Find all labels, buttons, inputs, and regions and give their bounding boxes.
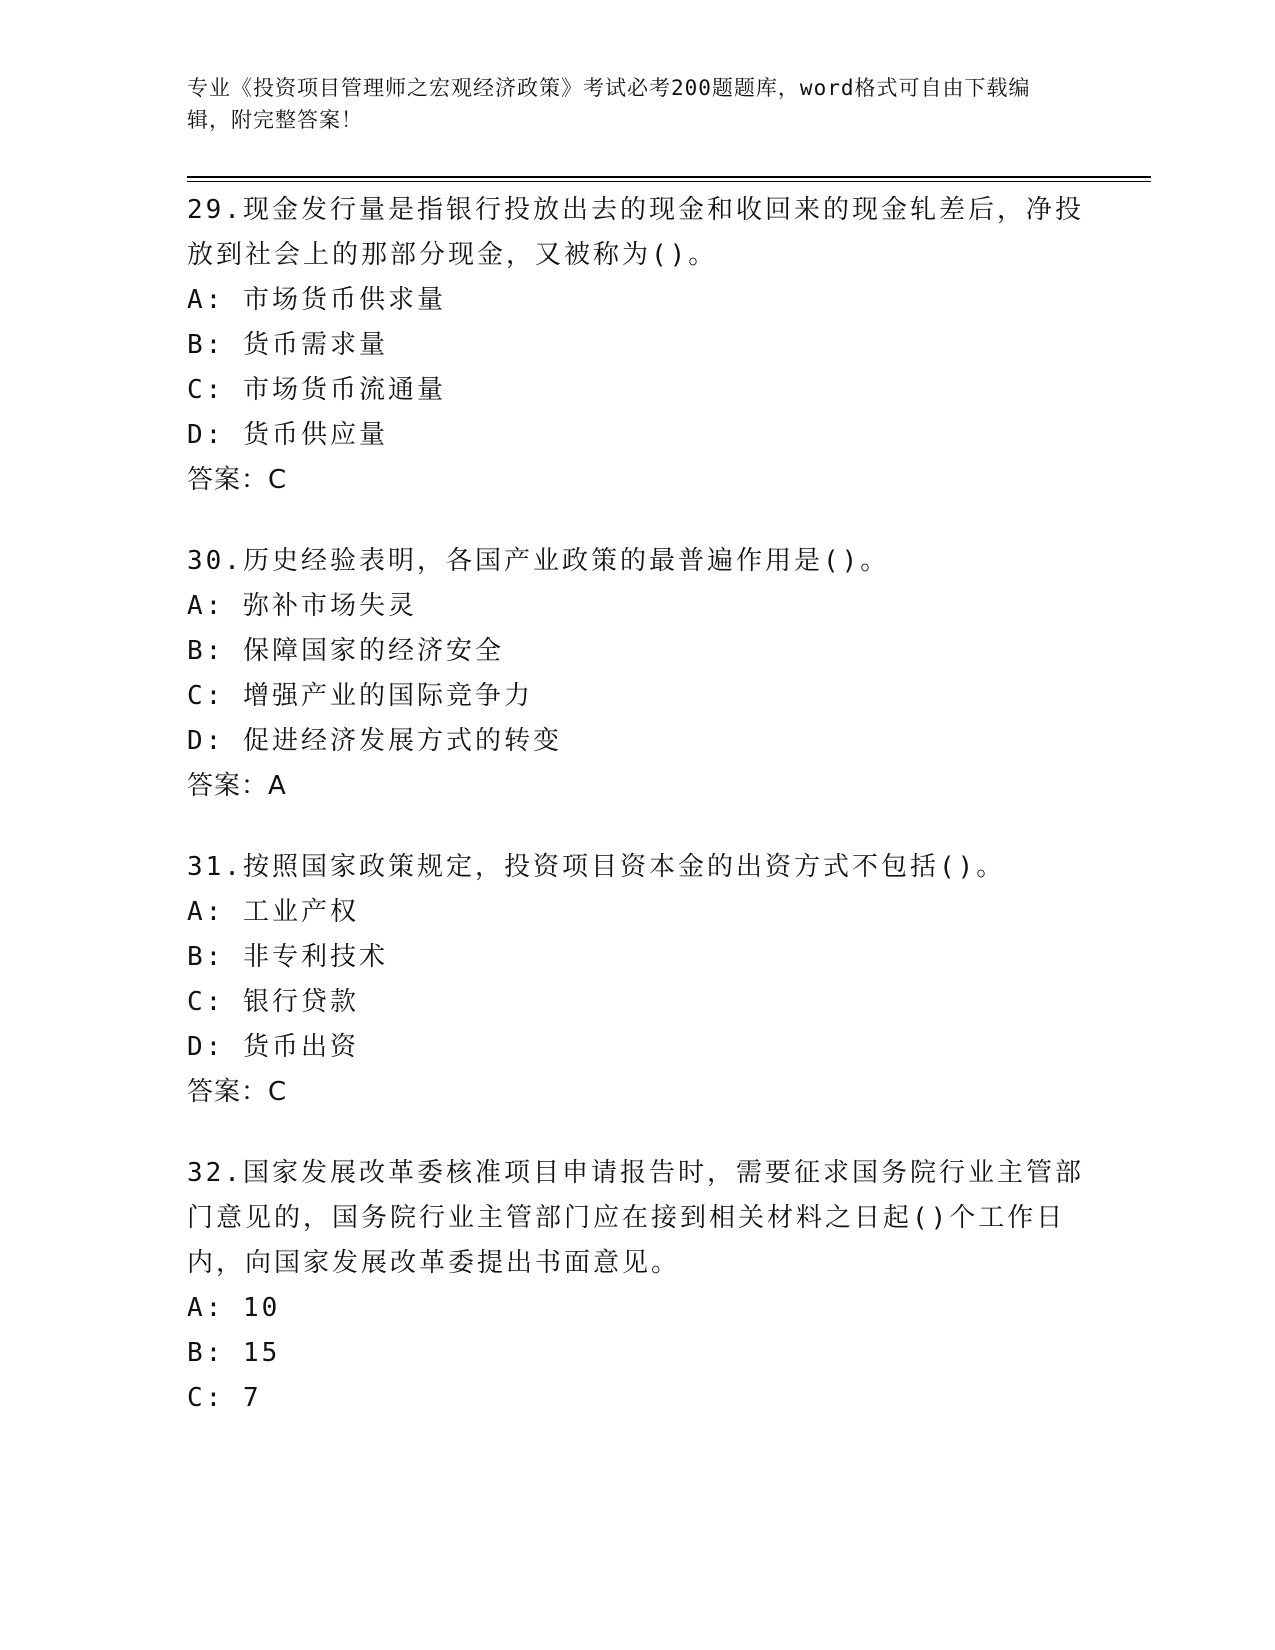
option-d: D: 货币出资 (187, 1032, 359, 1062)
header-divider-thin (187, 181, 1151, 182)
header-divider-thick (187, 176, 1151, 178)
option-c: C: 7 (187, 1383, 262, 1413)
option-b: B: 15 (187, 1338, 281, 1368)
option-a: A: 工业产权 (187, 897, 359, 927)
document-header: 专业《投资项目管理师之宏观经济政策》考试必考200题题库，word格式可自由下载编辑，附完整答案！ (187, 76, 1031, 132)
answer: 答案：C (187, 1077, 288, 1107)
option-c: C: 银行贷款 (187, 987, 359, 1017)
question-31 (187, 845, 1087, 1115)
option-a: A: 10 (187, 1293, 281, 1323)
answer: 答案：C (187, 465, 288, 495)
option-d: D: 货币供应量 (187, 420, 388, 450)
question-30 (187, 539, 1087, 809)
question-29 (187, 188, 1087, 503)
option-c: C: 市场货币流通量 (187, 375, 446, 405)
question-text: 32.国家发展改革委核准项目申请报告时，需要征求国务院行业主管部门意见的，国务院行业主管部门应在接到相关材料之日起()个工作日内，向国家发展改革委提出书面意见。 (187, 1158, 1084, 1278)
question-text: 31.按照国家政策规定，投资项目资本金的出资方式不包括()。 (187, 852, 1006, 882)
option-b: B: 货币需求量 (187, 330, 388, 360)
answer: 答案：A (187, 771, 287, 801)
option-a: A: 弥补市场失灵 (187, 591, 417, 621)
option-b: B: 保障国家的经济安全 (187, 636, 504, 666)
question-32 (187, 1151, 1087, 1421)
option-c: C: 增强产业的国际竞争力 (187, 681, 533, 711)
option-a: A: 市场货币供求量 (187, 285, 446, 315)
option-d: D: 促进经济发展方式的转变 (187, 726, 562, 756)
option-b: B: 非专利技术 (187, 942, 388, 972)
question-list (187, 188, 1087, 1457)
question-text: 30.历史经验表明，各国产业政策的最普遍作用是()。 (187, 546, 890, 576)
question-text: 29.现金发行量是指银行投放出去的现金和收回来的现金轧差后，净投放到社会上的那部分现金，又被称为()。 (187, 195, 1084, 270)
